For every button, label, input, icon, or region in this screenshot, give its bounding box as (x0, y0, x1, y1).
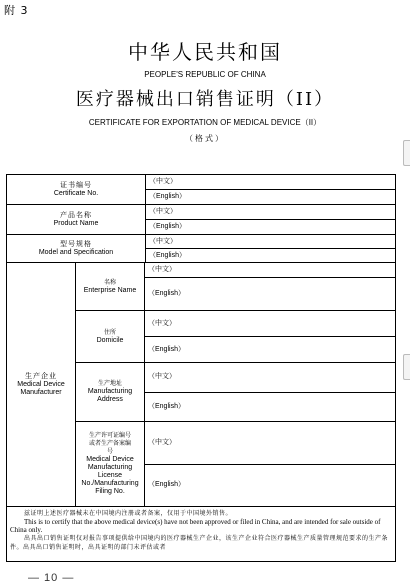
label-cn: 号 (106, 448, 113, 455)
certificate-no-row (7, 175, 395, 205)
certificate-no-label (7, 175, 146, 204)
label-en: Manufacturing (87, 464, 133, 471)
subtitle-cn: 医疗器械出口销售证明（II） (75, 89, 335, 110)
license-no-row (76, 421, 395, 506)
certificate-no-cn-field[interactable]: （中文） (149, 178, 177, 185)
label-cn: 名称 (103, 278, 116, 286)
product-name-row (7, 205, 395, 235)
side-tab-handle[interactable] (403, 354, 410, 380)
license-no-cn-field[interactable]: （中文） (148, 438, 176, 446)
label-en: Product Name (53, 220, 99, 227)
label-en: Manufacturing (87, 388, 133, 395)
manufacturing-address-label (76, 363, 145, 421)
model-label (7, 235, 146, 262)
label-en: Filing No. (95, 488, 125, 495)
label-cn: 或者生产备案编 (88, 440, 131, 447)
format-note: （格式） (185, 134, 225, 143)
license-no-en-field[interactable]: （English） (145, 464, 395, 507)
label-en: License (97, 472, 123, 479)
label-en: Medical Device (17, 381, 65, 388)
manufacturing-address-cn-field[interactable]: （中文） (148, 373, 176, 381)
label-cn: 生产地址 (97, 380, 122, 387)
statement-en: This is to certify that the above medical device(s) have not been approved or filed in China, and are intended for sale outside of China only. (10, 518, 381, 534)
statement-cn: 出具出口销售证明仅对报告事项提供给中国境内的医疗器械生产企业，该生产企业符合医疗器械生产质量管理规范要求的生产条件。出具出口销售证明时，出具证明的部门未评估或者 (10, 535, 389, 551)
model-row (7, 235, 395, 263)
label-en: Address (97, 396, 123, 403)
certification-statement (7, 507, 395, 561)
label-cn: 证书编号 (60, 181, 92, 189)
label-en: Medical Device (86, 456, 134, 463)
enterprise-name-cn-field[interactable]: （中文） (148, 266, 176, 273)
label-en: Model and Specification (38, 249, 114, 256)
page-number: — 10 — (28, 572, 75, 584)
product-name-label (7, 205, 146, 234)
label-cn: 住所 (103, 328, 116, 336)
subtitle-en: CERTIFICATE FOR EXPORTATION OF MEDICAL DEVICE（II） (88, 118, 322, 127)
domicile-row (76, 310, 395, 362)
label-en: Enterprise Name (83, 286, 137, 294)
license-no-label (76, 422, 145, 506)
certificate-form (6, 174, 396, 562)
domicile-cn-field[interactable]: （中文） (148, 319, 176, 327)
model-cn-field[interactable]: （中文） (149, 237, 177, 245)
title-cn: 中华人民共和国 (128, 40, 282, 64)
label-cn: 生产企业 (25, 372, 57, 380)
statement-cn: 兹证明上述医疗器械未在中国境内注册或者备案，仅用于中国境外销售。 (24, 510, 233, 517)
label-cn: 型号规格 (60, 240, 92, 248)
manufacturing-address-en-field[interactable]: （English） (145, 392, 395, 422)
label-cn: 生产许可证编号 (88, 432, 131, 439)
manufacturing-address-row (76, 362, 395, 421)
domicile-en-field[interactable]: （English） (145, 336, 395, 362)
enterprise-name-en-field[interactable]: （English） (145, 277, 395, 310)
certificate-no-en-field[interactable]: （English） (146, 189, 395, 204)
label-en: Manufacturer (20, 389, 62, 396)
enterprise-name-row (76, 263, 395, 310)
manufacturer-label (7, 263, 76, 506)
model-en-field[interactable]: （English） (146, 248, 395, 262)
enterprise-name-label (76, 263, 145, 310)
title-en: PEOPLE'S REPUBLIC OF CHINA (144, 70, 266, 79)
label-en: No./Manufacturing (81, 480, 139, 487)
manufacturer-section (7, 263, 395, 507)
label-cn: 产品名称 (60, 211, 92, 219)
product-name-en-field[interactable]: （English） (146, 219, 395, 234)
side-tab-handle[interactable] (403, 140, 410, 166)
domicile-label (76, 311, 145, 362)
product-name-cn-field[interactable]: （中文） (149, 208, 177, 215)
annex-label: 附 3 (4, 4, 29, 17)
label-en: Domicile (96, 336, 124, 344)
label-en: Certificate No. (53, 190, 99, 197)
